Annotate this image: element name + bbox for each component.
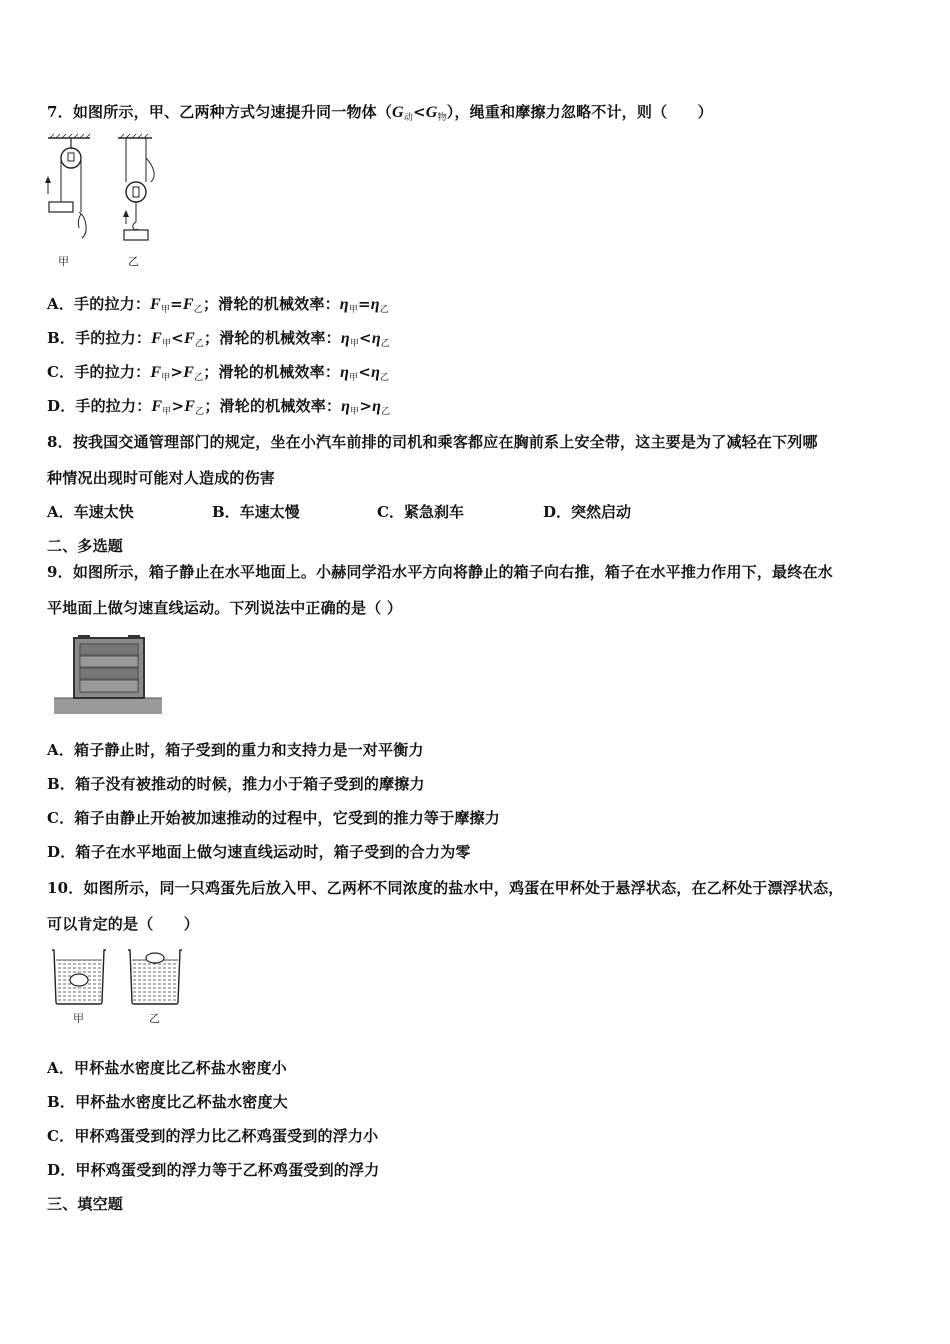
fig7-label-yi: 乙	[128, 255, 139, 268]
q8-stem-line1: 8．按我国交通管理部门的规定，坐在小汽车前排的司机和乘客都应在胸前系上安全带，这主要是为了减轻在下列哪	[47, 433, 818, 451]
q7-option-d[interactable]: D．手的拉力：$F_甲>F_乙$；滑轮的机械效率：$\eta_甲>\eta_乙$	[47, 397, 391, 417]
q8-option-a[interactable]: A．车速太快	[47, 503, 134, 521]
box-on-ground-figure	[54, 634, 164, 716]
q9-option-d[interactable]: D．箱子在水平地面上做匀速直线运动时，箱子受到的合力为零	[47, 843, 471, 861]
section-2-heading: 二、多选题	[47, 537, 124, 555]
q9-option-b[interactable]: B．箱子没有被推动的时候，推力小于箱子受到的摩擦力	[47, 775, 425, 793]
q10-option-c[interactable]: C．甲杯鸡蛋受到的浮力比乙杯鸡蛋受到的浮力小	[47, 1127, 379, 1145]
q10-stem-line2: 可以肯定的是（ ）	[47, 915, 200, 933]
q10-option-a[interactable]: A．甲杯盐水密度比乙杯盐水密度小	[47, 1059, 287, 1077]
q9-option-c[interactable]: C．箱子由静止开始被加速推动的过程中，它受到的推力等于摩擦力	[47, 809, 500, 827]
pulley-figure	[40, 134, 160, 274]
q9-stem-line2: 平地面上做匀速直线运动。下列说法中正确的是（ ）	[47, 599, 403, 617]
q10-stem-line1: 10．如图所示，同一只鸡蛋先后放入甲、乙两杯不同浓度的盐水中，鸡蛋在甲杯处于悬浮状态，在乙杯处于漂浮状态，	[47, 879, 844, 897]
q7-option-c[interactable]: C．手的拉力：$F_甲>F_乙$；滑轮的机械效率：$\eta_甲<\eta_乙$	[47, 363, 390, 383]
q8-option-b[interactable]: B．车速太慢	[212, 503, 300, 521]
q10-option-d[interactable]: D．甲杯鸡蛋受到的浮力等于乙杯鸡蛋受到的浮力	[47, 1161, 380, 1179]
q8-stem-line2: 种情况出现时可能对人造成的伤害	[47, 469, 276, 487]
q9-stem-line1: 9．如图所示，箱子静止在水平地面上。小赫同学沿水平方向将静止的箱子向右推，箱子在水平推力作用下，最终在水	[47, 563, 833, 581]
fig7-label-jia: 甲	[58, 255, 69, 268]
egg-cups-figure	[48, 946, 188, 1026]
q8-option-d[interactable]: D．突然启动	[543, 503, 632, 521]
q8-option-c[interactable]: C．紧急刹车	[377, 503, 464, 521]
fig10-label-yi: 乙	[149, 1012, 160, 1025]
q7-option-a[interactable]: A．手的拉力：$F_甲=F_乙$；滑轮的机械效率：$\eta_甲=\eta_乙$	[47, 295, 389, 315]
q9-option-a[interactable]: A．箱子静止时，箱子受到的重力和支持力是一对平衡力	[47, 741, 424, 759]
section-3-heading: 三、填空题	[47, 1195, 124, 1213]
fig10-label-jia: 甲	[73, 1012, 84, 1025]
q10-option-b[interactable]: B．甲杯盐水密度比乙杯盐水密度大	[47, 1093, 288, 1111]
q7-option-b[interactable]: B．手的拉力：$F_甲<F_乙$；滑轮的机械效率：$\eta_甲<\eta_乙$	[47, 329, 390, 349]
q7-stem: 7．如图所示，甲、乙两种方式匀速提升同一物体$(G_动<G_物)$，绳重和摩擦力忽略不计，则（ ）	[47, 103, 713, 123]
